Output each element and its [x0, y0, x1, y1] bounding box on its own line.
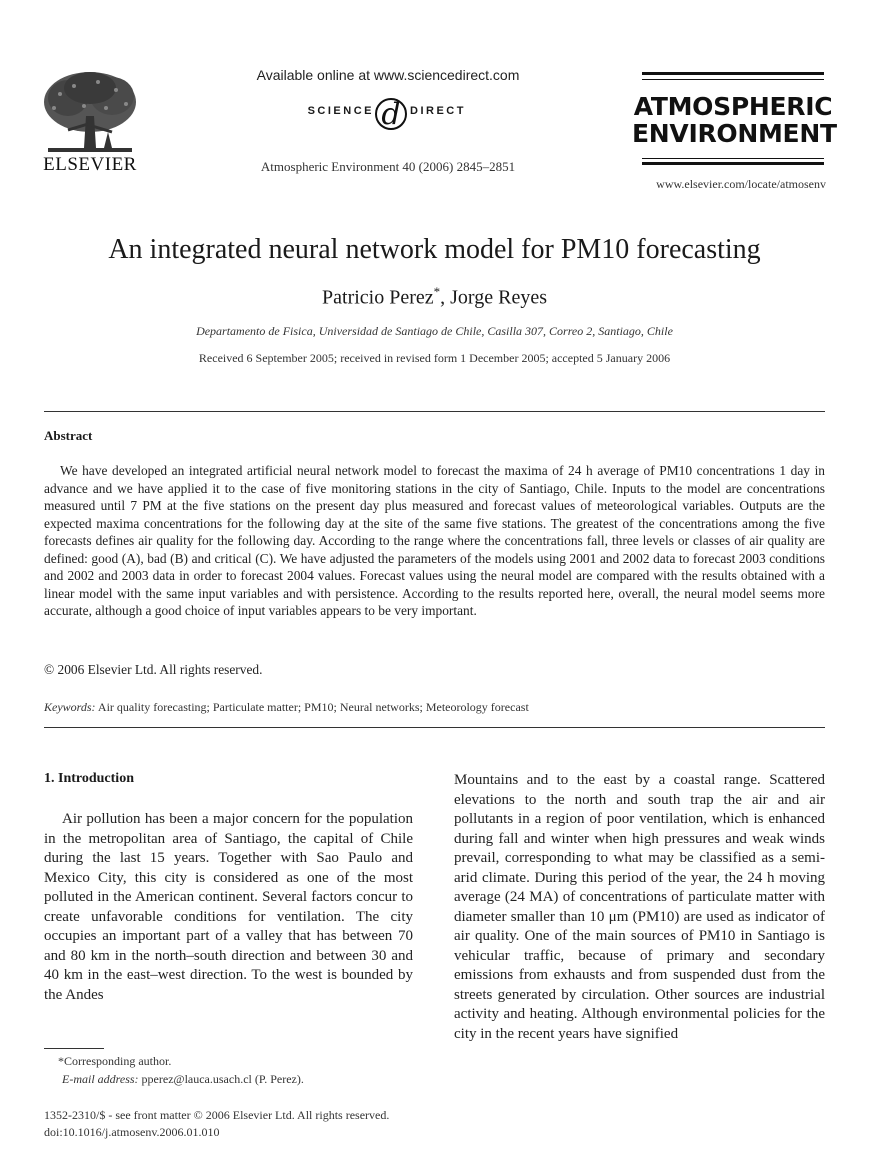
journal-title	[632, 92, 837, 148]
copyright-notice: © 2006 Elsevier Ltd. All rights reserved.	[44, 662, 263, 677]
journal-title-line2: ENVIRONMENT	[632, 119, 837, 148]
doi-link[interactable]: doi:10.1016/j.atmosenv.2006.01.010	[44, 1125, 220, 1139]
keywords	[44, 700, 825, 715]
abstract-text: We have developed an integrated artificial neural network model to forecast the maxima of 24 h average of PM10 concentrations 1 day in advance and we have applied it to the case of five monitoring stations in the city of Santiago, Chile. Inputs to the model are concentrations measured until 7 PM at the five stations on the present day plus measured and forecast values of meteorological variables. Outputs are the expected maxima concentrations for the following day at the site of the same five stations. The greatest of the concentrations among the five forecasts defines air quality for the following day. According to the range where the concentrations fall, three levels or classes of air quality are defined: good (A), bad (B) and critical (C). We have adjusted the parameters of the models using 2001 and 2002 data to forecast 2003 conditions and 2002 and 2003 data in order to forecast 2004 values. Forecast values using the neural model are compared with the results obtained with a linear model with the same input variables and with persistence. According to the results reported here, overall, the neural model seems more accurate, although a good choice of input variables appears to be very important.	[44, 463, 825, 618]
keywords-label: Keywords:	[44, 700, 96, 714]
affiliation: Departamento de Fisica, Universidad de Santiago de Chile, Casilla 307, Correo 2, Santiago, Chile	[196, 324, 673, 338]
author-name: Patricio Perez	[322, 286, 434, 309]
journal-rule-bottom	[642, 162, 824, 165]
abstract-heading: Abstract	[44, 428, 93, 443]
journal-rule-top-thin	[642, 79, 824, 80]
svg-text:d: d	[381, 97, 401, 132]
elsevier-tree-icon	[38, 68, 142, 156]
sciencedirect-left-text: SCIENCE	[307, 105, 374, 117]
author-separator: ,	[440, 286, 451, 309]
journal-url: www.elsevier.com/locate/atmosenv	[656, 177, 826, 191]
author-name: Jorge Reyes	[450, 286, 547, 309]
available-online-text: Available online at www.sciencedirect.com	[256, 67, 520, 83]
email-label: E-mail address:	[62, 1072, 139, 1086]
elsevier-logo	[38, 68, 142, 176]
body-text-right-column: Mountains and to the east by a coastal range. Scattered elevations to the north and south trap the air and air pollutants in a region of poor ventilation, which is enhanced during fall and winter when high pressures and weak winds prevail, corresponding to what may be classified as a semi-arid climate. During this period of the year, the 24 h moving average (24 MA) of concentrations of particulate matter with diameter smaller than 10 μm (PM10) are used as indicator of air quality. One of the main sources of PM10 in Santiago is vehicular traffic, because of primary and secondary emissions from exhausts and from suspended dust from the streets generated by circulation. Other sources are industrial activity and heating. Although environmental policies for the city in the recent years have signified	[454, 772, 825, 1042]
divider	[44, 411, 825, 412]
journal-title-line1: ATMOSPHERIC	[633, 92, 833, 121]
paper-title: An integrated neural network model for PM10 forecasting	[108, 234, 761, 265]
sciencedirect-logo	[270, 94, 506, 132]
footnote-rule	[44, 1048, 104, 1049]
issn-line: 1352-2310/$ - see front matter © 2006 Elsevier Ltd. All rights reserved.	[44, 1108, 390, 1122]
divider	[44, 727, 825, 728]
received-dates: Received 6 September 2005; received in revised form 1 December 2005; accepted 5 January 2006	[198, 351, 671, 365]
corresponding-author-footnote: *Corresponding author.	[58, 1054, 172, 1068]
journal-rule-top	[642, 72, 824, 75]
journal-rule-bottom-thin	[642, 158, 824, 159]
body-text-left-column: Air pollution has been a major concern for the population in the metropolitan area of Santiago, the capital of Chile during the last 15 years. Together with Sao Paulo and Mexico City, this city is considered as one of the most polluted in the American continent. Several factors concur to create unfavorable conditions for ventilation. The city occupies an important part of a valley that has between 70 and 80 km in the north–south direction and between 30 and 40 km in the east–west direction. To the west is bounded by the Andes	[44, 811, 413, 1003]
corresponding-author-mark: *	[433, 284, 441, 299]
elsevier-wordmark: ELSEVIER	[43, 154, 137, 175]
author-list	[20, 284, 849, 310]
sciencedirect-right-text: DIRECT	[410, 105, 466, 117]
section-heading: 1. Introduction	[44, 771, 134, 786]
journal-citation: Atmospheric Environment 40 (2006) 2845–2851	[260, 159, 516, 174]
keywords-list: Air quality forecasting; Particulate matter; PM10; Neural networks; Meteorology forecast	[97, 700, 529, 714]
email-address[interactable]: pperez@lauca.usach.cl (P. Perez).	[141, 1072, 304, 1086]
sciencedirect-d-icon	[374, 94, 408, 132]
email-footnote	[62, 1072, 304, 1087]
